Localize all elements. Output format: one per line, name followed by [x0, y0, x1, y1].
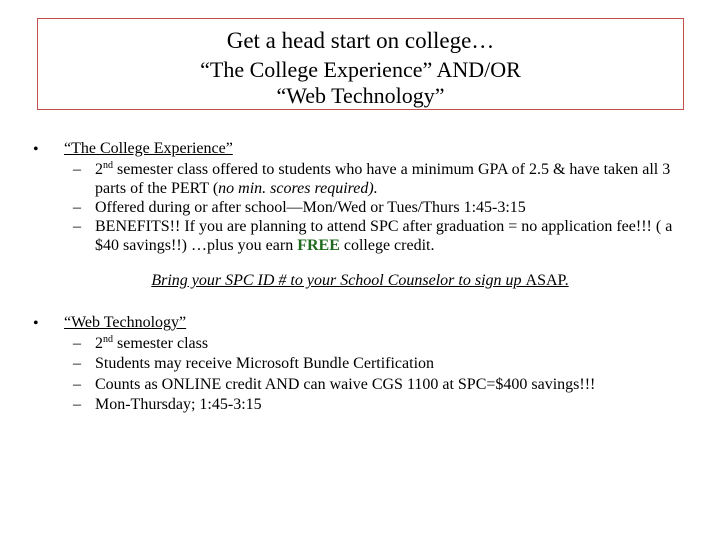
section-1-item — [73, 198, 683, 217]
item-text: Mon-Thursday; 1:45-3:15 — [95, 396, 262, 413]
dash: – — [73, 218, 81, 235]
title-line-1: Get a head start on college… — [226, 28, 495, 53]
dash: – — [73, 376, 81, 393]
section-2-item — [73, 395, 683, 414]
section-2-item — [73, 354, 683, 373]
item-text-part: college credit. — [339, 237, 435, 254]
item-text: Students may receive Microsoft Bundle Certification — [95, 355, 435, 372]
title-line-3: “Web Technology” — [276, 83, 445, 108]
bullet-2: • — [33, 315, 39, 332]
dash: – — [73, 161, 81, 178]
section-1-heading: “The College Experience” — [64, 140, 233, 157]
dash: – — [73, 335, 81, 352]
ordinal-suffix: nd — [103, 160, 113, 171]
title-line-2: “The College Experience” AND/OR — [200, 57, 521, 82]
dash: – — [73, 199, 81, 216]
callout-text: Bring your SPC ID # to your School Counselor to sign up — [151, 272, 526, 289]
item-text — [95, 334, 683, 353]
section-2-item — [73, 375, 683, 394]
section-1-item — [73, 217, 683, 255]
item-text — [95, 160, 683, 198]
item-text-part: semester class — [113, 335, 209, 352]
section-1-item — [73, 160, 683, 198]
ordinal-number: 2 — [95, 335, 103, 352]
item-text-part: BENEFITS!! If you are planning to attend SPC after graduation = no application fee!!! ( a $40 savings!!) …plus you earn — [95, 218, 673, 254]
item-text: Counts as ONLINE credit AND can waive CGS 1100 at SPC=$400 savings!!! — [95, 376, 596, 393]
section-2-heading: “Web Technology” — [64, 314, 187, 331]
dash: – — [73, 396, 81, 413]
item-text — [95, 217, 683, 255]
item-text-part: semester class offered to students who have a minimum GPA of 2.5 & have taken all 3 parts of the PERT ( — [95, 161, 671, 197]
ordinal-suffix: nd — [103, 334, 113, 345]
sign-up-callout — [0, 272, 720, 290]
item-text-italic: no min. scores required). — [218, 180, 378, 197]
callout-asap: ASAP. — [525, 272, 569, 289]
free-highlight: FREE — [297, 237, 340, 254]
ordinal-number: 2 — [95, 161, 103, 178]
title-box — [37, 18, 684, 110]
bullet-1: • — [33, 141, 39, 158]
dash: – — [73, 355, 81, 372]
section-2-item — [73, 334, 683, 353]
item-text: Offered during or after school—Mon/Wed or Tues/Thurs 1:45-3:15 — [95, 199, 526, 216]
